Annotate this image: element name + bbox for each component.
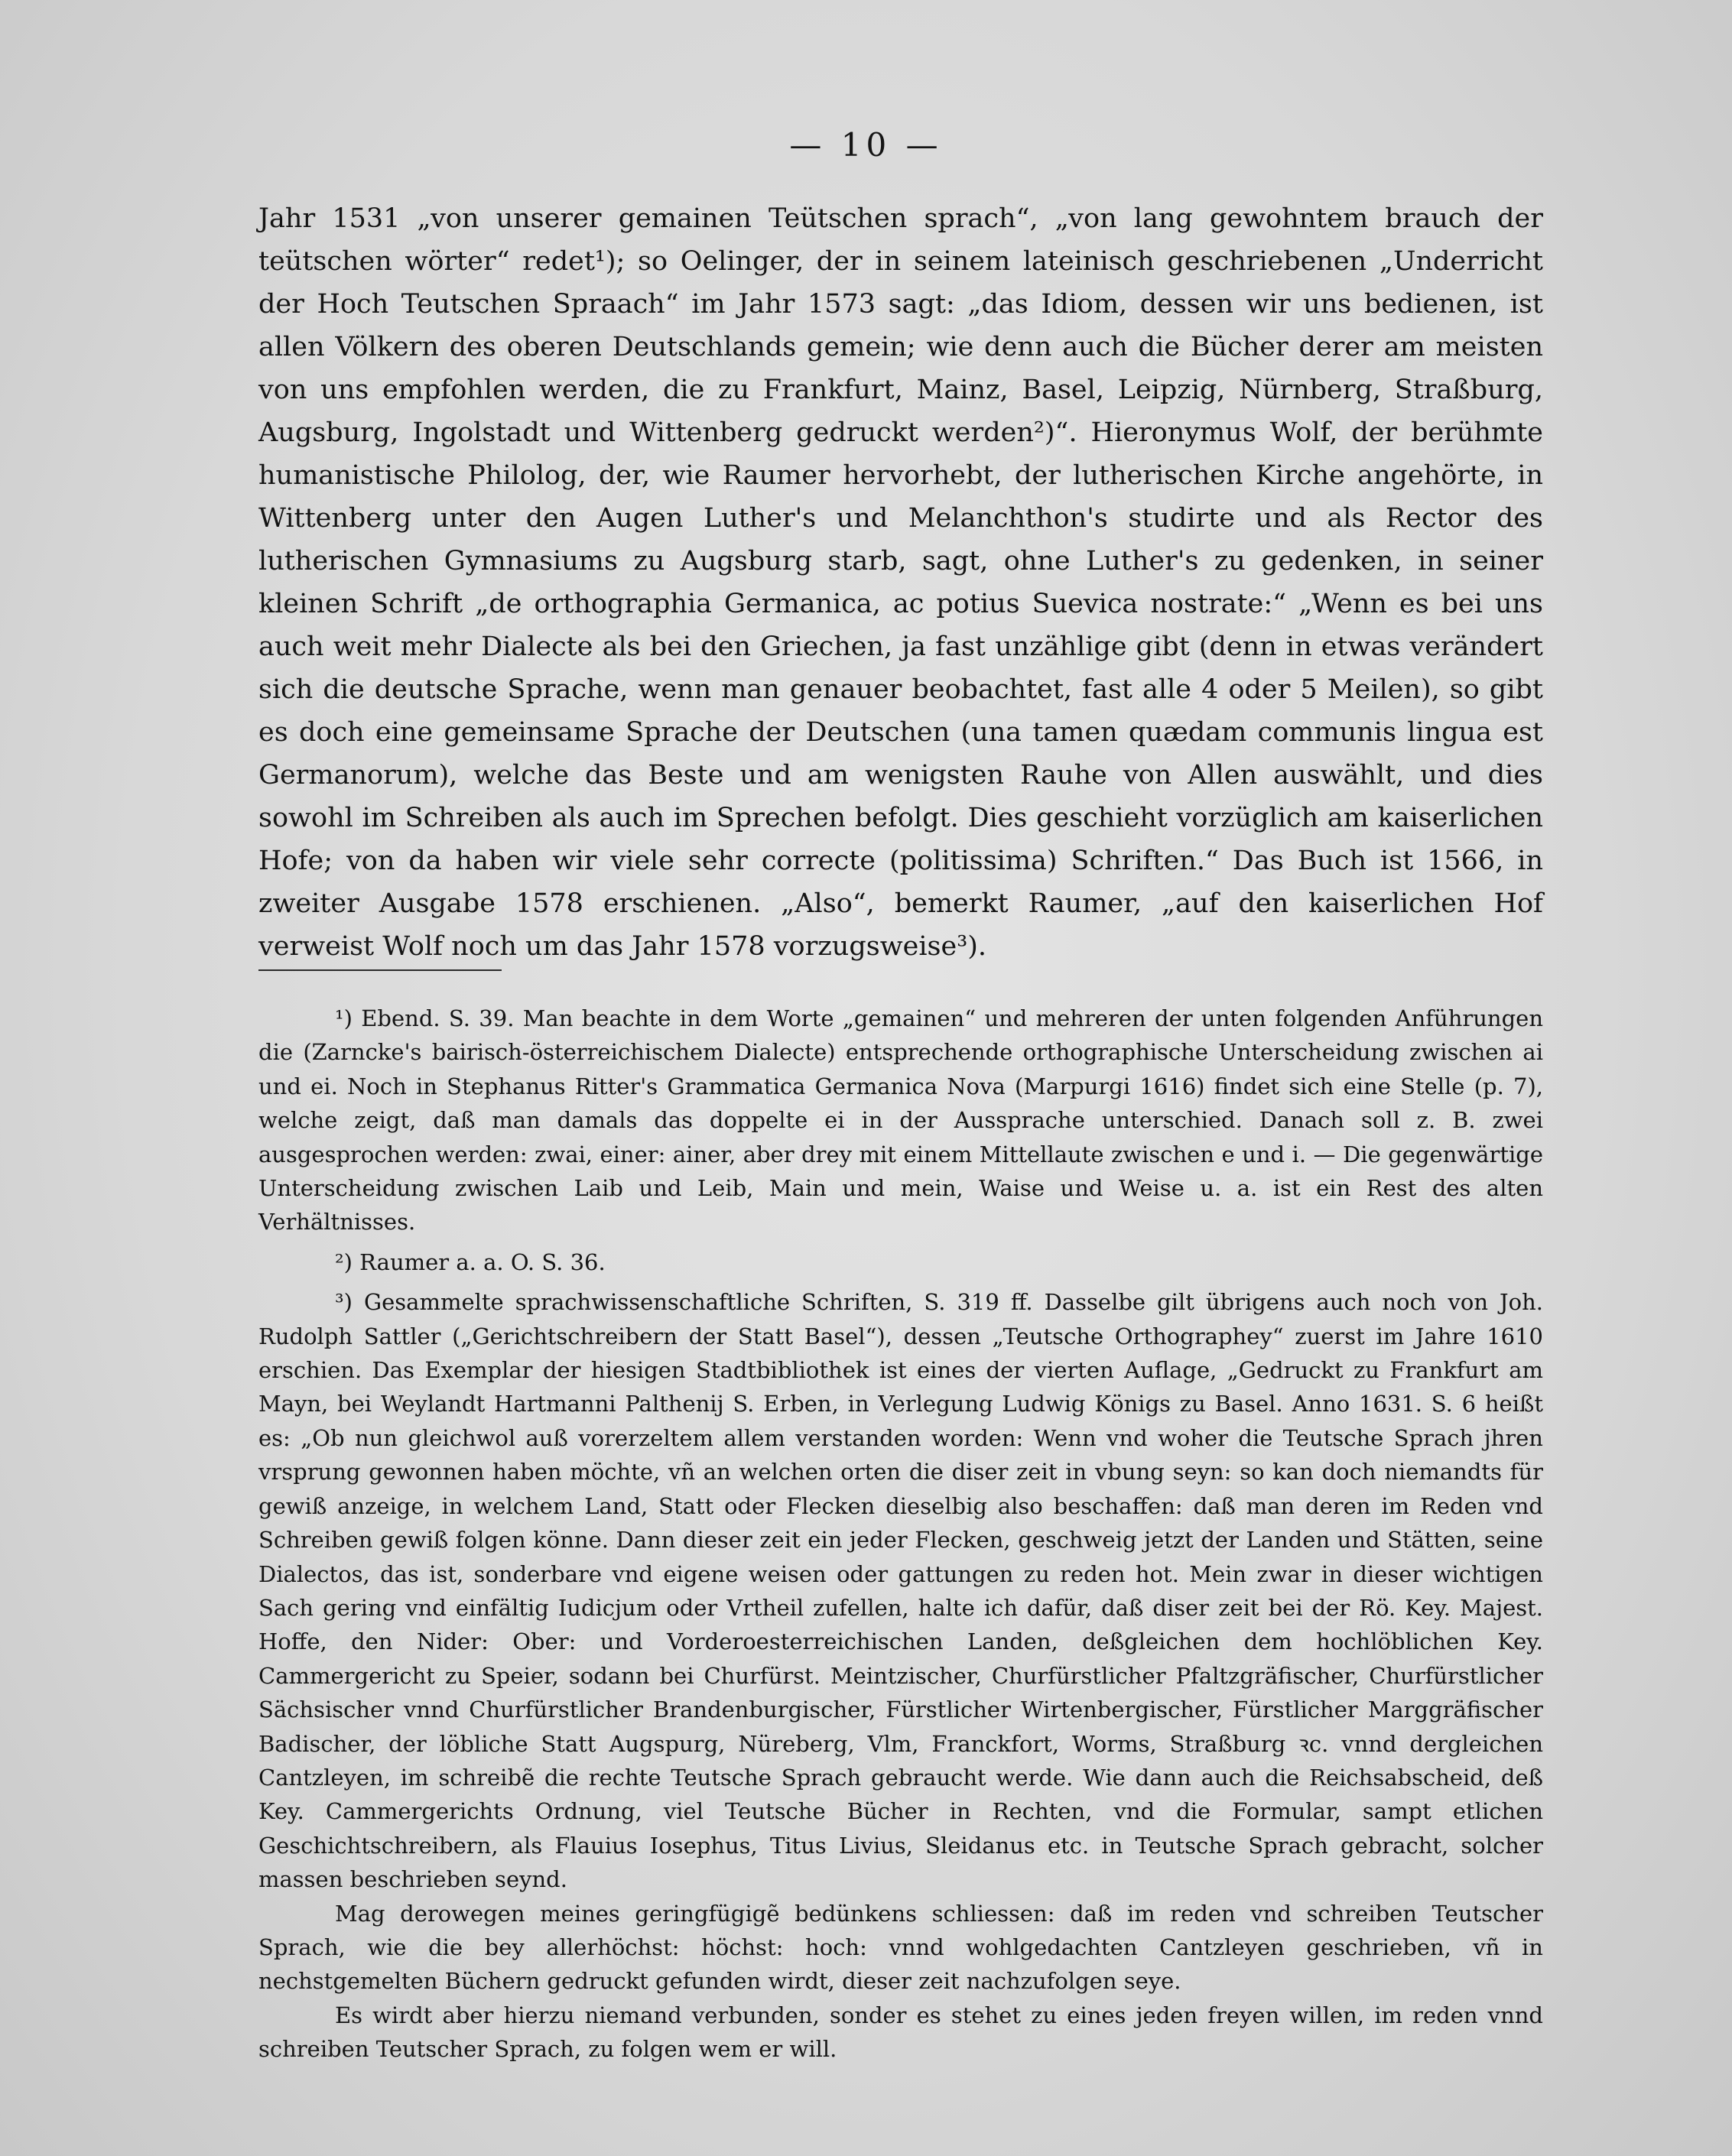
footnotes: [258, 1002, 1543, 2067]
main-paragraph: Jahr 1531 „von unserer gemainen Teütschen sprach“, „von lang gewohntem brauch der teütschen wörter“ redet¹); so Oelinger, der in seinem lateinisch geschriebenen „Underricht der Hoch Teutschen Spraach“ im Jahr 1573 sagt: „das Idiom, dessen wir uns bedienen, ist allen Völkern des oberen Deutschlands gemein; wie denn auch die Bücher derer am meisten von uns empfohlen werden, die zu Frankfurt, Mainz, Basel, Leipzig, Nürnberg, Straßburg, Augsburg, Ingolstadt und Wittenberg gedruckt werden²)“. Hieronymus Wolf, der berühmte humanistische Philolog, der, wie Raumer hervorhebt, der lutherischen Kirche angehörte, in Wittenberg unter den Augen Luther's und Melanchthon's studirte und als Rector des lutherischen Gymnasiums zu Augsburg starb, sagt, ohne Luther's zu gedenken, in seiner kleinen Schrift „de orthographia Germanica, ac potius Suevica nostrate:“ „Wenn es bei uns auch weit mehr Dialecte als bei den Griechen, ja fast unzählige gibt (denn in etwas verändert sich die deutsche Sprache, wenn man genauer beobachtet, fast alle 4 oder 5 Meilen), so gibt es doch eine gemeinsame Sprache der Deutschen (una tamen quædam communis lingua est Germanorum), welche das Beste und am wenigsten Rauhe von Allen auswählt, und dies sowohl im Schreiben als auch im Sprechen befolgt. Dies geschieht vorzüglich am kaiserlichen Hofe; von da haben wir viele sehr correcte (politissima) Schriften.“ Das Buch ist 1566, in zweiter Ausgabe 1578 erschienen. „Also“, bemerkt Raumer, „auf den kaiserlichen Hof verweist Wolf noch um das Jahr 1578 vorzugsweise³).: [258, 203, 1543, 962]
footnote-3-paragraph-3: Es wirdt aber hierzu niemand verbunden, sonder es stehet zu eines jeden freyen willen, im reden vnnd schreiben Teutscher Sprach, zu folgen wem er will.: [258, 2002, 1543, 2063]
footnote-separator: [258, 969, 502, 971]
footnote-1: ¹) Ebend. S. 39. Man beachte in dem Worte „gemainen“ und mehreren der unten folgenden Anführungen die (Zarncke's bairisch-österreichischem Dialecte) entsprechende orthographische Unterscheidung zwischen ai und ei. Noch in Stephanus Ritter's Grammatica Germanica Nova (Marpurgi 1616) findet sich eine Stelle (p. 7), welche zeigt, daß man damals das doppelte ei in der Aussprache unterschied. Danach soll z. B. zwei ausgesprochen werden: zwai, einer: ainer, aber drey mit einem Mittellaute zwischen e und i. — Die gegenwärtige Unterscheidung zwischen Laib und Leib, Main und mein, Waise und Weise u. a. ist ein Rest des alten Verhältnisses.: [258, 1005, 1543, 1235]
page-number: — 10 —: [789, 126, 943, 164]
main-text: [258, 197, 1543, 968]
footnote-3-paragraph-2: Mag derowegen meines geringfügigẽ bedünkens schliessen: daß im reden vnd schreiben Teutscher Sprach, wie die bey allerhöchst: höchst: hoch: vnnd wohlgedachten Cantzleyen geschrieben, vñ in nechstgemelten Büchern gedruckt gefunden wirdt, dieser zeit nachzufolgen seye.: [258, 1900, 1543, 1995]
footnote-2: ²) Raumer a. a. O. S. 36.: [335, 1248, 606, 1275]
footnote-3: ³) Gesammelte sprachwissenschaftliche Schriften, S. 319 ff. Dasselbe gilt übrigens auch noch von Joh. Rudolph Sattler („Gerichtschreibern der Statt Basel“), dessen „Teutsche Orthographey“ zuerst im Jahre 1610 erschien. Das Exemplar der hiesigen Stadtbibliothek ist eines der vierten Auflage, „Gedruckt zu Frankfurt am Mayn, bei Weylandt Hartmanni Palthenij S. Erben, in Verlegung Ludwig Königs zu Basel. Anno 1631. S. 6 heißt es: „Ob nun gleichwol auß vorerzeltem allem verstanden worden: Wenn vnd woher die Teutsche Sprach jhren vrsprung gewonnen haben möchte, vñ an welchen orten die diser zeit in vbung seyn: so kan doch niemandts für gewiß anzeige, in welchem Land, Statt oder Flecken dieselbig also beschaffen: daß man deren im Reden vnd Schreiben gewiß folgen könne. Dann dieser zeit ein jeder Flecken, geschweig jetzt der Landen und Stätten, seine Dialectos, das ist, sonderbare vnd eigene weisen oder gattungen zu reden hot. Mein zwar in dieser wichtigen Sach gering vnd einfältig Iudicjum oder Vrtheil zufellen, halte ich dafür, daß diser zeit bei der Rö. Key. Majest. Hoffe, den Nider: Ober: und Vorderoesterreichischen Landen, deßgleichen dem hochlöblichen Key. Cammergericht zu Speier, sodann bei Churfürst. Meintzischer, Churfürstlicher Pfaltzgräfischer, Churfürstlicher Sächsischer vnnd Churfürstlicher Brandenburgischer, Fürstlicher Wirtenbergischer, Fürstlicher Marggräfischer Badischer, der löbliche Statt Augspurg, Nüreberg, Vlm, Franckfort, Worms, Straßburg ꝛc. vnnd dergleichen Cantzleyen, im schreibẽ die rechte Teutsche Sprach gebraucht werde. Wie dann auch die Reichsabscheid, deß Key. Cammergerichts Ordnung, viel Teutsche Bücher in Rechten, vnd die Formular, sampt etlichen Geschichtschreibern, als Flauius Iosephus, Titus Livius, Sleidanus etc. in Teutsche Sprach gebracht, solcher massen beschrieben seynd.: [258, 1289, 1543, 1893]
